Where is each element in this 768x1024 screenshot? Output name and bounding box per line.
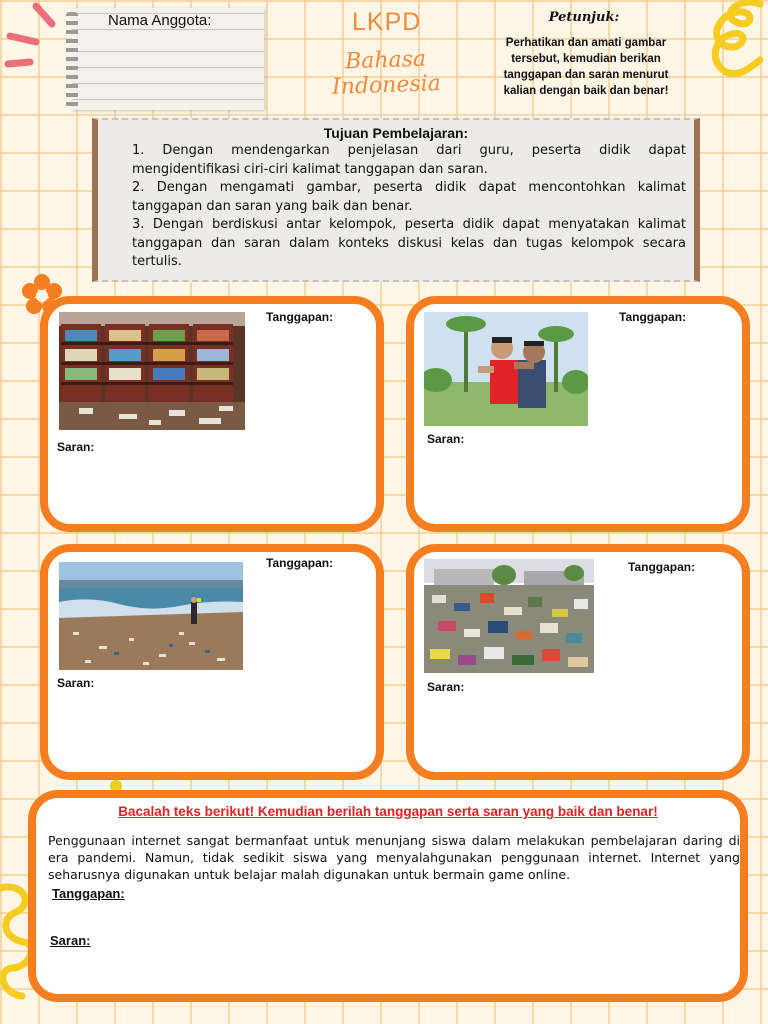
pink-dash-doodle	[0, 0, 70, 80]
reading-passage: Penggunaan internet sangat bermanfaat untuk menunjang siswa dalam melakukan pembelajaran daring di era pandemi. Namun, tidak sedikit siswa yang menyalahgunakan penggunaan internet. Internet yang seharusnya digunakan untuk belajar malah digunakan untuk bermain game online.	[48, 833, 740, 882]
card-saran-label: Saran:	[57, 676, 95, 690]
card-saran-label: Saran:	[57, 440, 95, 454]
objective-item: 2. Dengan mengamati gambar, peserta didik dapat mencontohkan kalimat tanggapan dan saran yang baik dan benar.	[132, 180, 686, 214]
subject-title: Bahasa Indonesia	[331, 46, 442, 100]
spiral-binding	[66, 12, 78, 108]
card-saran-label: Saran:	[427, 432, 465, 446]
card-saran-label: Saran:	[427, 680, 465, 694]
lkpd-title: LKPD	[352, 8, 422, 36]
picture-card-library	[40, 296, 384, 532]
instructions-text: Perhatikan dan amati gambar tersebut, kemudian berikan tanggapan dan saran menurut kalian dengan baik dan benar!	[503, 37, 669, 97]
reading-instruction: Bacalah teks berikut! Kemudian berilah tanggapan serta saran yang baik dan benar!	[118, 804, 658, 819]
card-tanggapan-label: Tanggapan:	[266, 310, 334, 324]
reading-tanggapan-label: Tanggapan:	[52, 886, 125, 901]
picture-card-boys	[406, 296, 750, 532]
instructions-title: Petunjuk:	[548, 10, 620, 25]
card-tanggapan-label: Tanggapan:	[266, 556, 334, 570]
two-boys-arguing-photo	[424, 312, 588, 426]
objective-item: 1. Dengan mendengarkan penjelasan dari guru, peserta didik dapat mengidentifikasi ciri-ciri kalimat tanggapan dan saran.	[132, 143, 686, 177]
trash-filled-field-photo	[424, 559, 594, 673]
member-name-label: Nama Anggota:	[108, 12, 212, 29]
picture-card-field	[406, 544, 750, 780]
card-tanggapan-label: Tanggapan:	[619, 310, 687, 324]
picture-card-beach	[40, 544, 384, 780]
reading-saran-label: Saran:	[50, 933, 91, 948]
objective-item: 3. Dengan berdiskusi antar kelompok, peserta didik dapat menyatakan kalimat tanggapan dan saran dalam konteks diskusi kelas dan tugas kelompok secara tertulis.	[132, 217, 686, 269]
reading-exercise-panel	[28, 790, 748, 1002]
card-tanggapan-label: Tanggapan:	[628, 560, 696, 574]
objectives-title: Tujuan Pembelajaran:	[323, 125, 469, 141]
objectives-list	[132, 142, 686, 272]
messy-library-photo	[59, 312, 245, 430]
polluted-beach-photo	[59, 562, 243, 670]
learning-objectives-panel	[92, 118, 700, 282]
yellow-squiggle-top-right	[700, 0, 768, 82]
member-name-notepad[interactable]	[72, 8, 264, 110]
